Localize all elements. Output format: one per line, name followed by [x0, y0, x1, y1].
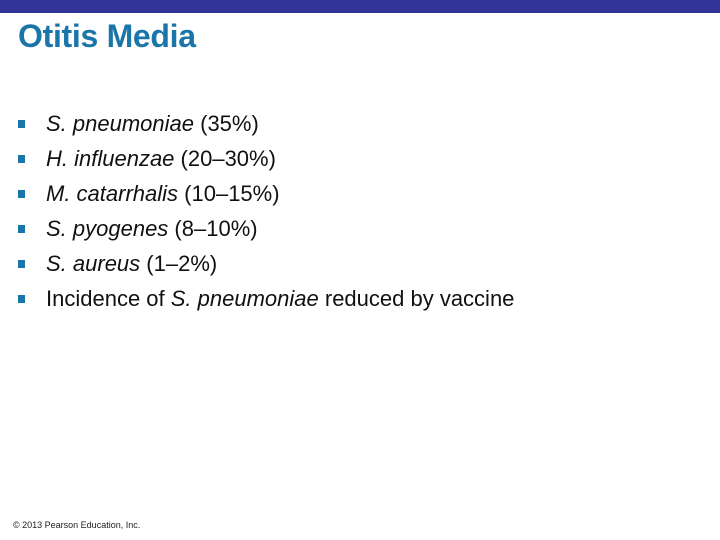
organism-name: S. aureus: [46, 251, 141, 276]
percentage: (20–30%): [174, 146, 276, 171]
square-bullet-icon: [18, 260, 25, 268]
organism-name: M. catarrhalis: [46, 181, 179, 206]
square-bullet-icon: [18, 295, 25, 303]
top-accent-bar: [0, 0, 720, 13]
square-bullet-icon: [18, 120, 25, 128]
percentage: (10–15%): [178, 181, 280, 206]
square-bullet-icon: [18, 190, 25, 198]
square-bullet-icon: [18, 155, 25, 163]
organism-name: S. pneumoniae: [170, 286, 319, 311]
percentage: (8–10%): [168, 216, 258, 241]
organism-name: S. pyogenes: [46, 216, 169, 241]
slide-title: Otitis Media: [18, 18, 196, 54]
percentage: (35%): [194, 111, 259, 136]
bullet-prefix: Incidence of: [46, 286, 171, 311]
bullet-suffix: reduced by vaccine: [318, 286, 515, 311]
organism-name: S. pneumoniae: [46, 111, 194, 136]
organism-name: H. influenzae: [46, 146, 175, 171]
percentage: (1–2%): [140, 251, 218, 276]
copyright-footer: © 2013 Pearson Education, Inc.: [13, 520, 141, 530]
square-bullet-icon: [18, 225, 25, 233]
